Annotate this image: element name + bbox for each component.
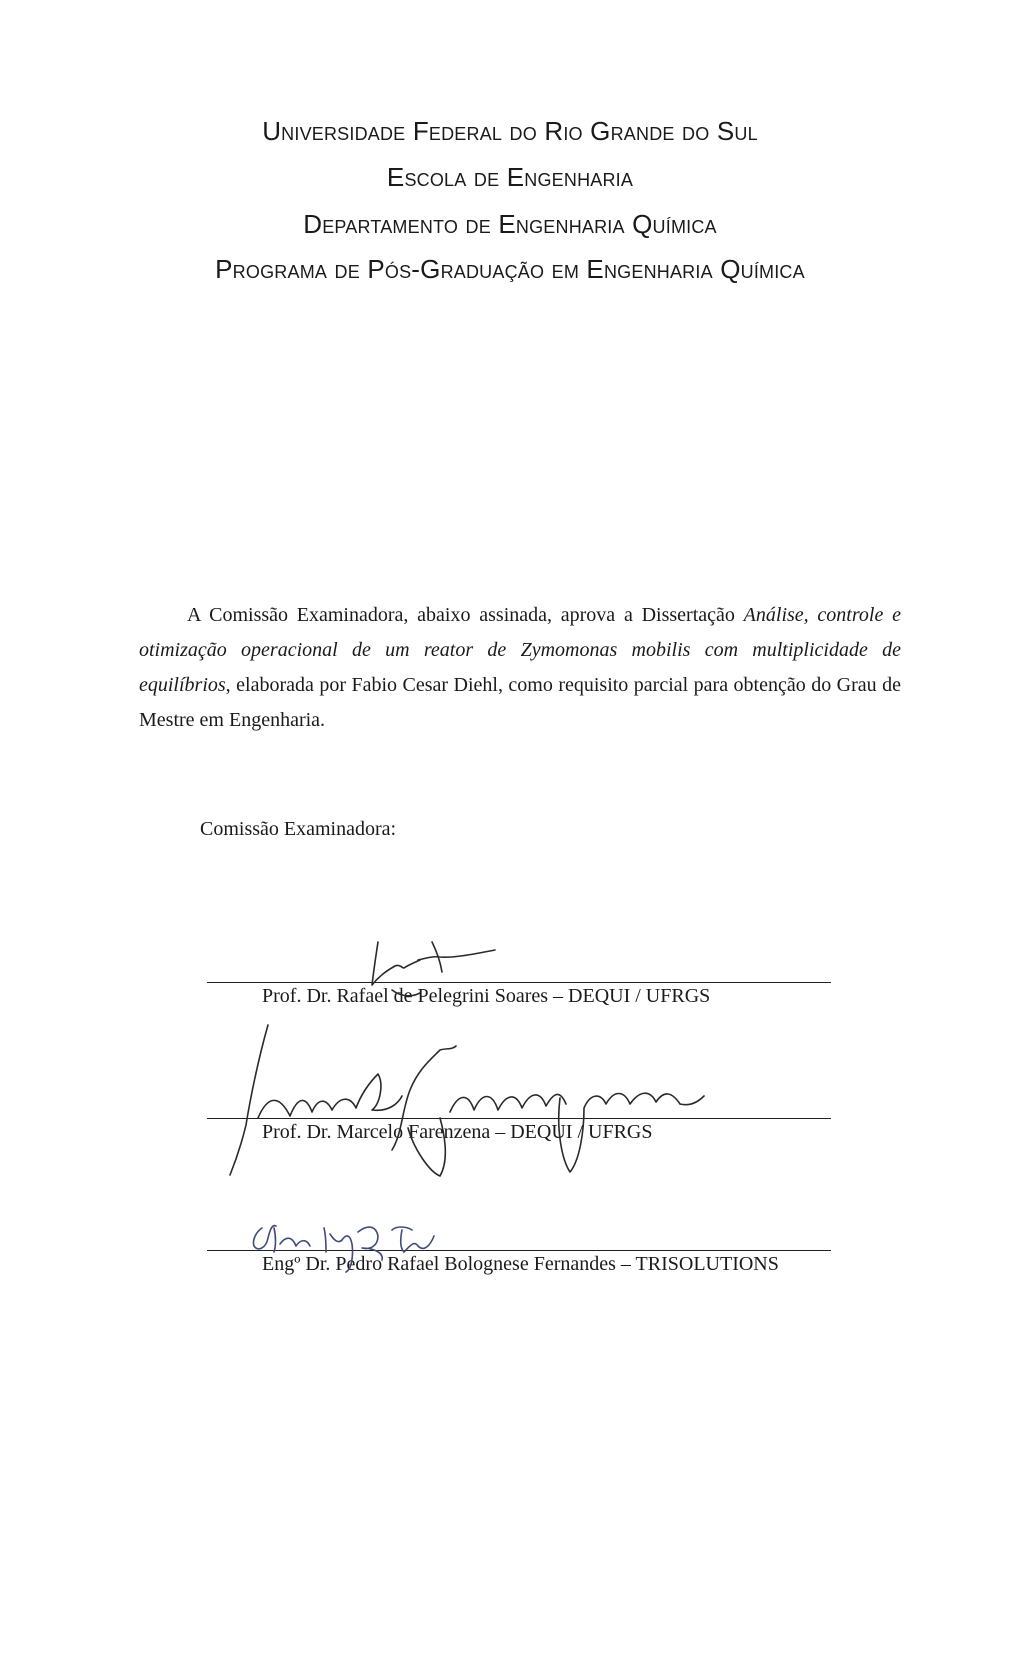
examiner-name-2: Prof. Dr. Marcelo Farenzena – DEQUI / UFRGS [262, 1121, 653, 1143]
examiner-name-3: Engº Dr. Pedro Rafael Bolognese Fernandes – TRISOLUTIONS [262, 1253, 779, 1275]
signature-line-2 [207, 1118, 831, 1119]
dissertation-title: Análise, controle e otimização operacional de um reator de Zymomonas mobilis com multiplicidade de equilíbrios [139, 604, 901, 696]
signature-2-drawing [230, 1025, 704, 1176]
program-heading: Programa de Pós-Graduação em Engenharia Química [215, 254, 805, 284]
approval-paragraph [139, 598, 901, 738]
commission-label: Comissão Examinadora: [200, 818, 397, 840]
approval-text-intro: A Comissão Examinadora, abaixo assinada, aprova a Dissertação [187, 604, 744, 626]
signature-line-1 [207, 982, 831, 983]
signature-line-3 [207, 1250, 831, 1251]
department-heading: Departamento de Engenharia Química [303, 209, 717, 239]
examiner-name-1: Prof. Dr. Rafael de Pelegrini Soares – DEQUI / UFRGS [262, 985, 711, 1007]
university-heading: Universidade Federal do Rio Grande do Sul [262, 116, 758, 146]
school-heading: Escola de Engenharia [386, 162, 634, 192]
approval-text-body: , elaborada por Fabio Cesar Diehl, como requisito parcial para obtenção do Grau de Mestre em Engenharia. [139, 674, 901, 731]
